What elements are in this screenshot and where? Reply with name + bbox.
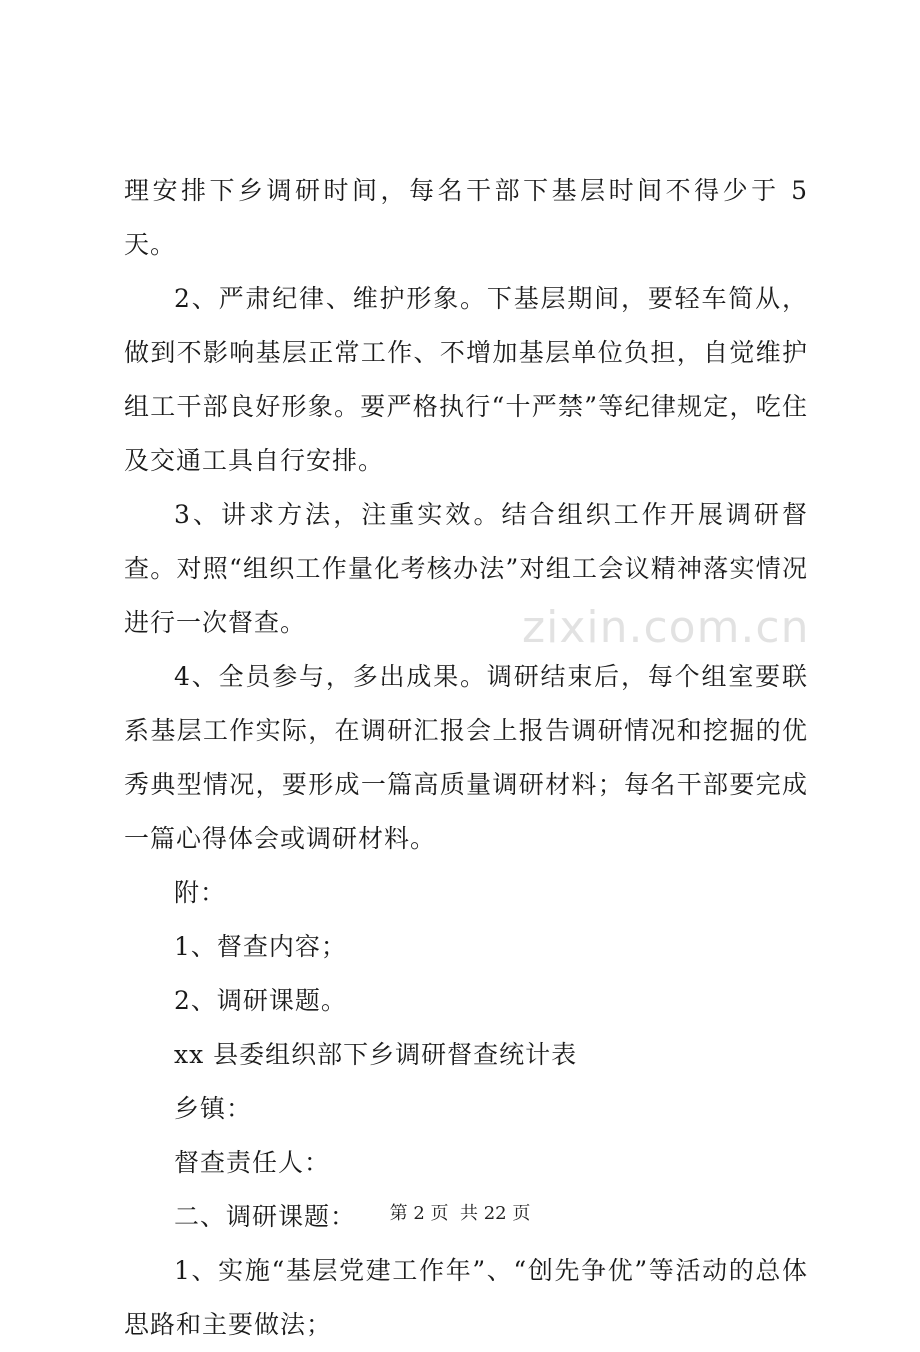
page-footer: 第 2 页 共 22 页 — [389, 1203, 531, 1224]
paragraph-11: 二、调研课题： — [174, 1202, 357, 1231]
paragraph-12: 1、实施“基层党建工作年”、“创先争优”等活动的总体思路和主要做法； — [124, 1256, 808, 1339]
paragraph-9: 乡镇： — [174, 1094, 253, 1123]
paragraph-6: 1、督查内容； — [174, 932, 347, 961]
paragraph-8: xx 县委组织部下乡调研督查统计表 — [174, 1040, 578, 1069]
paragraph-2: 2、严肃纪律、维护形象。下基层期间，要轻车简从，做到不影响基层正常工作、不增加基层单位负担，自觉维护组工干部良好形象。要严格执行“十严禁”等纪律规定，吃住及交通工具自行安排。 — [124, 284, 808, 475]
paragraph-7: 2、调研课题。 — [174, 986, 347, 1015]
paragraph-1: 理安排下乡调研时间，每名干部下基层时间不得少于 5 天。 — [124, 176, 808, 259]
watermark: zixin.com.cn — [522, 602, 810, 653]
paragraph-10: 督查责任人： — [174, 1148, 331, 1177]
paragraph-3: 3、讲求方法，注重实效。结合组织工作开展调研督查。对照“组织工作量化考核办法”对组工会议精神落实情况进行一次督查。 — [124, 500, 808, 637]
paragraph-4: 4、全员参与，多出成果。调研结束后，每个组室要联系基层工作实际，在调研汇报会上报告调研情况和挖掘的优秀典型情况，要形成一篇高质量调研材料；每名干部要完成一篇心得体会或调研材料。 — [124, 662, 808, 853]
paragraph-5: 附： — [174, 878, 227, 907]
document-body — [124, 164, 808, 1352]
